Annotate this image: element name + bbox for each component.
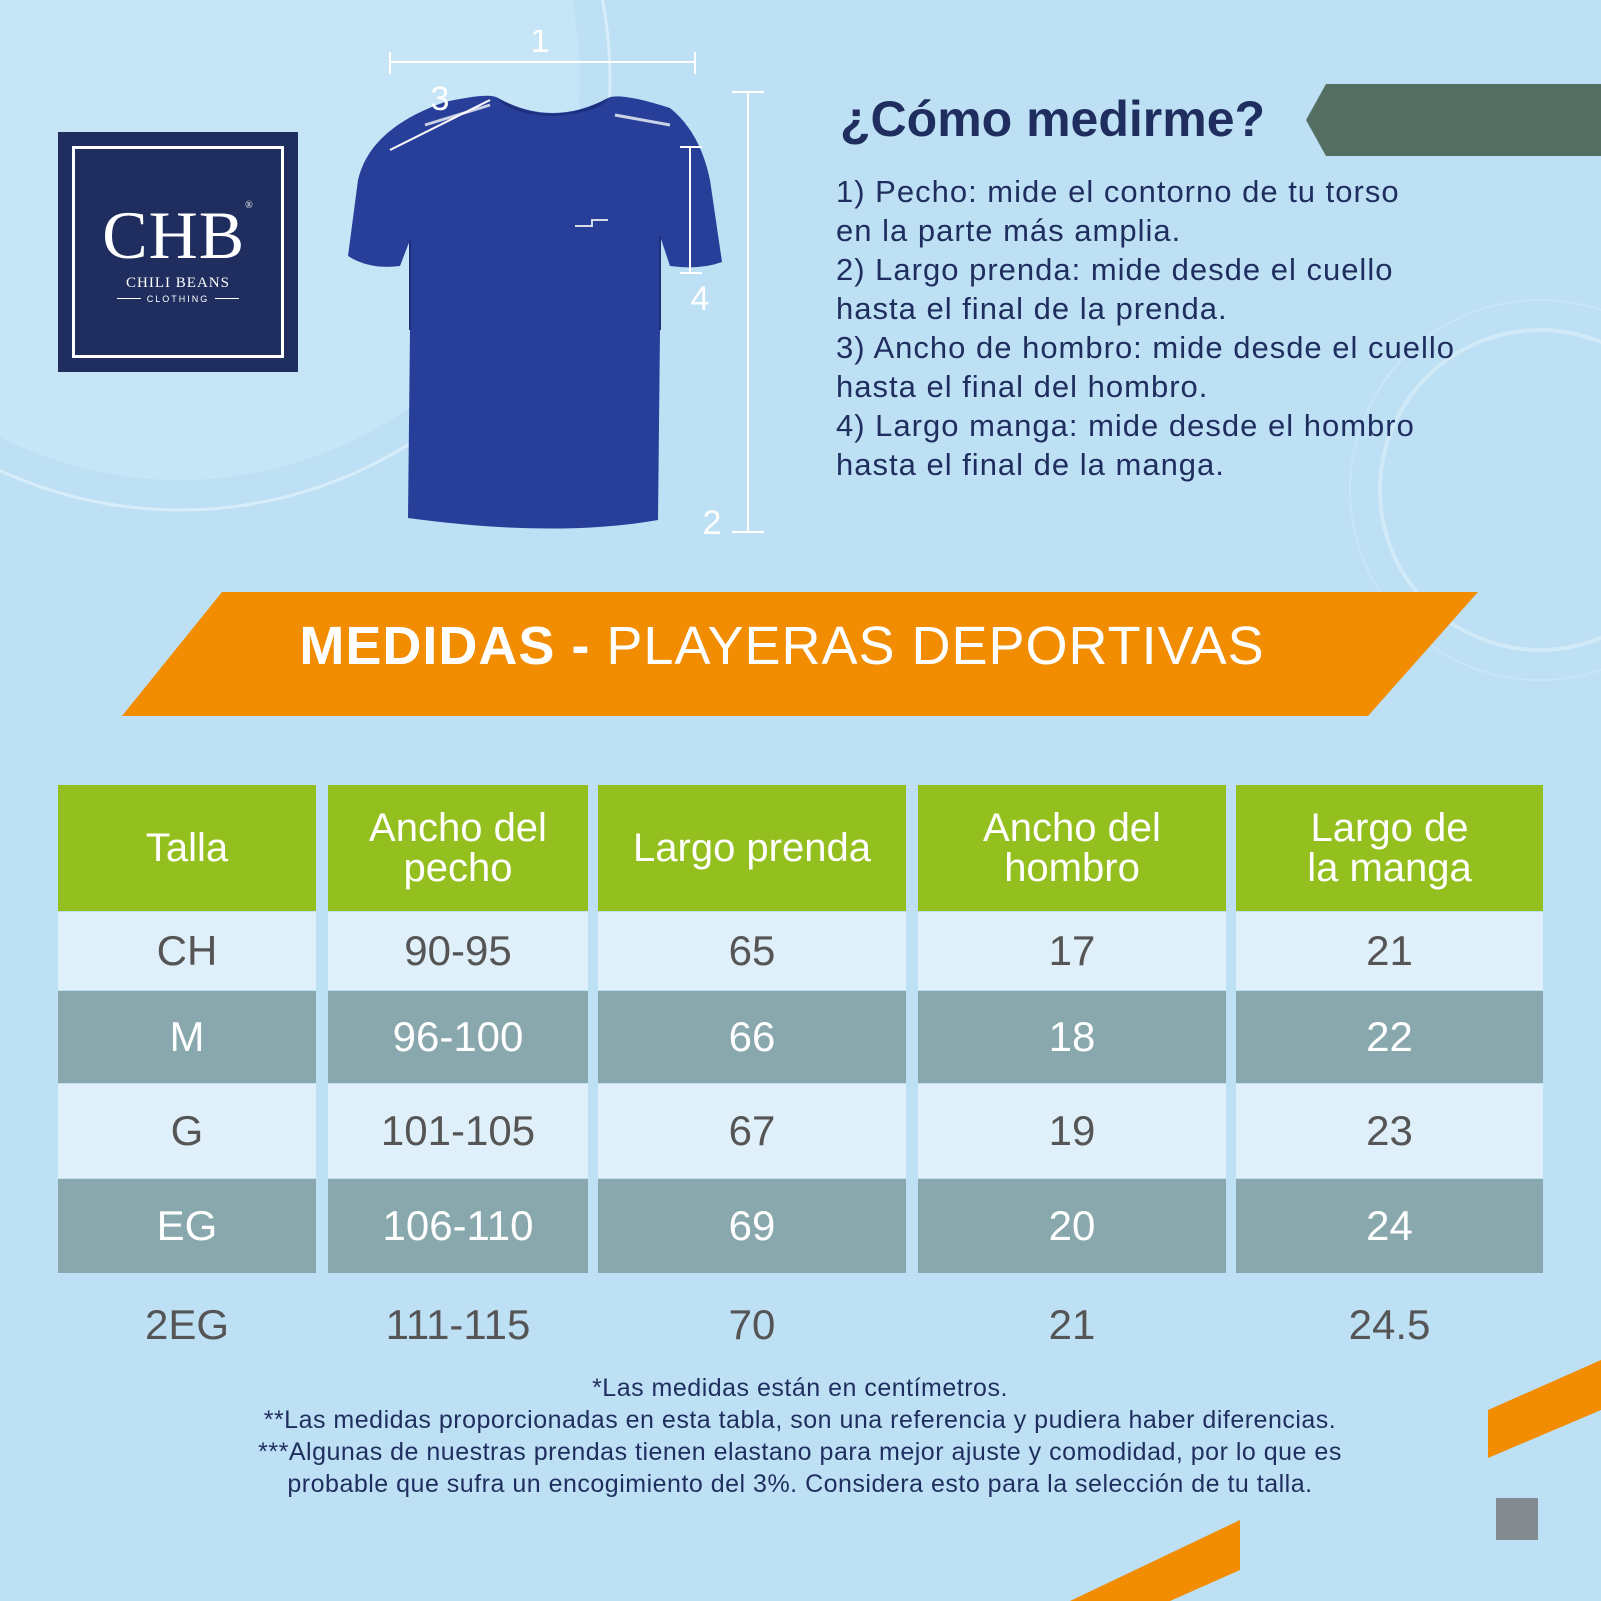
footnote-units: *Las medidas están en centímetros.: [592, 1374, 1008, 1402]
footnote-reference: **Las medidas proporcionadas en esta tabla, son una referencia y pudiera haber diferencias.: [263, 1406, 1337, 1434]
cell-length: 65: [598, 912, 906, 990]
measure-label-1: 1: [530, 30, 550, 60]
tshirt-diagram: [340, 30, 770, 550]
step-line: hasta el final del hombro.: [836, 369, 1209, 404]
banner-title: [122, 615, 1442, 677]
cell-chest: 111-115: [385, 1301, 531, 1348]
header-ancho-hombro: Ancho del hombro: [918, 785, 1226, 911]
cell-sleeve: 24: [1236, 1179, 1543, 1273]
tshirt-illustration: [348, 96, 722, 529]
registered-mark: ®: [245, 199, 254, 211]
cell-size: 2EG: [144, 1301, 230, 1348]
header-largo-manga: Largo de la manga: [1236, 785, 1543, 911]
cell-length: 70: [728, 1301, 776, 1348]
cell-sleeve: 24.5: [1348, 1301, 1431, 1348]
brand-logo: [58, 132, 298, 372]
cell-shoulder: 19: [918, 1084, 1226, 1178]
orange-stripe-bottom: [1070, 1520, 1240, 1601]
cell-shoulder: 21: [1048, 1301, 1096, 1348]
cell-sleeve: 21: [1236, 912, 1543, 990]
gray-square: [1496, 1498, 1538, 1540]
measure-label-4: 4: [690, 280, 710, 318]
header-largo-prenda: Largo prenda: [598, 785, 906, 911]
cell-chest: 101-105: [328, 1084, 588, 1178]
cell-size: M: [58, 991, 316, 1083]
logo-wordmark: CHB: [102, 196, 246, 273]
footnotes: [120, 1372, 1480, 1500]
step-line: 3) Ancho de hombro: mide desde el cuello: [836, 330, 1456, 365]
how-to-steps: [836, 172, 1576, 484]
banner-title-light: PLAYERAS DEPORTIVAS: [606, 616, 1265, 676]
cell-shoulder: 17: [918, 912, 1226, 990]
brand-name: CHILI BEANS: [126, 274, 230, 291]
header-talla: Talla: [58, 785, 316, 911]
cell-chest: 90-95: [328, 912, 588, 990]
cell-length: 66: [598, 991, 906, 1083]
cell-chest: 96-100: [328, 991, 588, 1083]
how-to-title: ¿Cómo medirme?: [840, 91, 1266, 147]
cell-size: CH: [58, 912, 316, 990]
cell-shoulder: 20: [918, 1179, 1226, 1273]
step-line: 1) Pecho: mide el contorno de tu torso: [836, 174, 1400, 209]
step-line: en la parte más amplia.: [836, 213, 1182, 248]
step-line: 4) Largo manga: mide desde el hombro: [836, 408, 1415, 443]
step-line: hasta el final de la prenda.: [836, 291, 1228, 326]
footnote-shrinkage: probable que sufra un encogimiento del 3%. Considera esto para la selección de tu talla.: [287, 1470, 1313, 1498]
header-ancho-pecho: Ancho del pecho: [328, 785, 588, 911]
cell-length: 69: [598, 1179, 906, 1273]
cell-sleeve: 23: [1236, 1084, 1543, 1178]
banner-title-bold: MEDIDAS -: [299, 616, 591, 676]
measure-label-2: 2: [702, 504, 722, 542]
cell-size: G: [58, 1084, 316, 1178]
footnote-elastane: ***Algunas de nuestras prendas tienen elastano para mejor ajuste y comodidad, por lo que es: [258, 1438, 1342, 1466]
step-line: hasta el final de la manga.: [836, 447, 1225, 482]
cell-shoulder: 18: [918, 991, 1226, 1083]
cell-length: 67: [598, 1084, 906, 1178]
cell-sleeve: 22: [1236, 991, 1543, 1083]
measure-label-3: 3: [430, 80, 450, 118]
orange-stripe-right: [1488, 1360, 1601, 1458]
cell-chest: 106-110: [328, 1179, 588, 1273]
cell-size: EG: [58, 1179, 316, 1273]
step-line: 2) Largo prenda: mide desde el cuello: [836, 252, 1394, 287]
title-tab-decoration: [1306, 84, 1601, 156]
brand-tagline: CLOTHING: [146, 293, 210, 304]
